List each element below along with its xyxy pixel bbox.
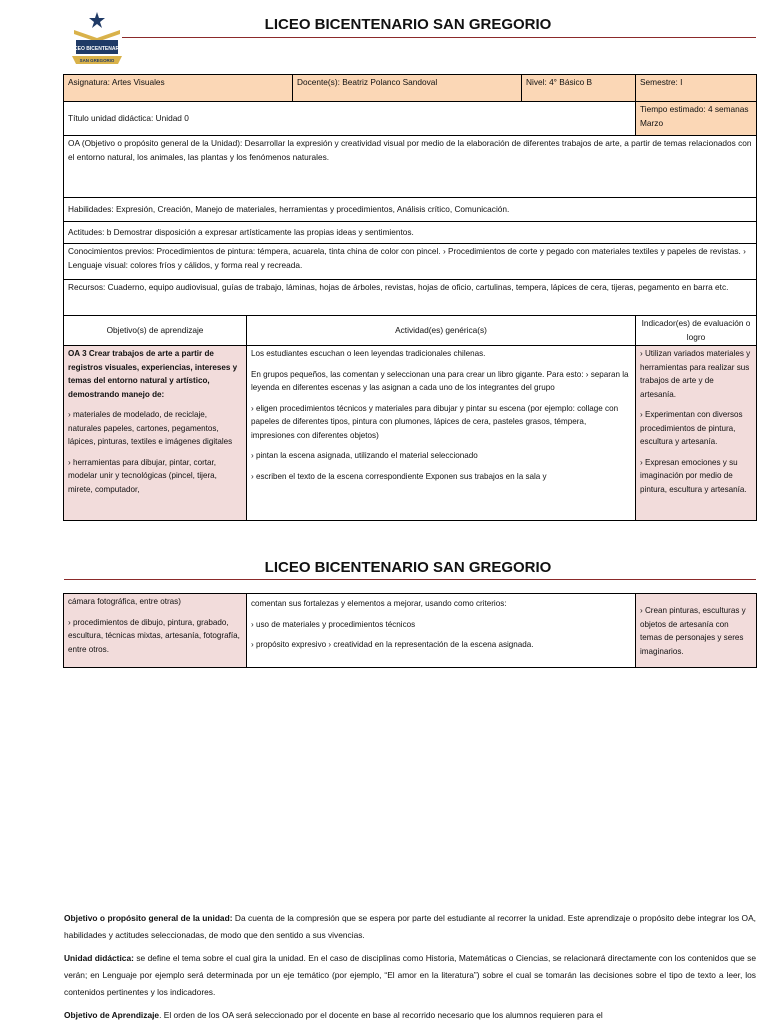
actividad-p2-para: › uso de materiales y procedimientos técnicos — [251, 619, 416, 629]
actividad-cell-p1 — [247, 346, 636, 521]
page1-header — [60, 8, 756, 68]
definition-term: Objetivo o propósito general de la unidad: — [64, 913, 233, 923]
habilidades-cell: Habilidades: Expresión, Creación, Manejo de materiales, herramientas y procedimientos, Análisis crítico, Comunicación. — [64, 198, 757, 222]
conocimientos-cell: Conocimientos previos: Procedimientos de pintura: témpera, acuarela, tinta china de color con pincel. › Procedimientos de corte y pegado con materiales textiles y papeles de revistas. › Lenguaje visual: colores fríos y cálidos, y forma real y recreada. — [64, 244, 757, 280]
objetivo-cell-p1 — [64, 346, 247, 521]
actitudes-cell: Actitudes: b Demostrar disposición a expresar artísticamente las propias ideas y sentimientos. — [64, 222, 757, 244]
objetivo-p2-para: › procedimientos de dibujo, pintura, grabado, escultura, técnicas mixtas, artesanía, fotografía, entre otros. — [68, 617, 240, 654]
header-rule — [122, 37, 756, 38]
actividad-p1-para: › pintan la escena asignada, utilizando el material seleccionado — [251, 451, 478, 460]
definition-unidad-didactica — [64, 950, 756, 1001]
objetivo-p1-para: OA 3 Crear trabajos de arte a partir de registros visuales, experiencias, intereses y temas del entorno natural y artístico, demostrando manejo de: — [68, 349, 238, 399]
header-actividad: Actividad(es) genérica(s) — [247, 316, 636, 346]
definition-term: Unidad didáctica: — [64, 953, 134, 963]
header-indicador: Indicador(es) de evaluación o logro — [636, 316, 757, 346]
planning-table-page2 — [63, 593, 757, 668]
logo-text-bottom: SAN GREGORIO — [79, 58, 115, 63]
indicador-p1-para: › Utilizan variados materiales y herramientas para realizar sus trabajos de arte y de artesanía. — [640, 349, 751, 399]
actividad-p1-para: › escriben el texto de la escena correspondiente Exponen sus trabajos en la sala y — [251, 471, 547, 481]
definition-term: Objetivo de Aprendizaje — [64, 1010, 160, 1020]
logo-text-top: LICEO BICENTENARIO — [69, 46, 125, 52]
page2-header — [60, 550, 756, 586]
indicador-p2-para: › Crean pinturas, esculturas y objetos de artesanía con temas de personajes y seres imaginarios. — [640, 606, 746, 656]
indicador-cell-p1 — [636, 346, 757, 521]
definitions-footer — [64, 910, 756, 1030]
actividad-p2-para: comentan sus fortalezas y elementos a mejorar, usando como criterios: — [251, 599, 507, 608]
definition-text: se define el tema sobre el cual gira la unidad. En el caso de disciplinas como Historia, Matemáticas o Ciencias, se relacionará directamente con los contenidos que se verán; en Lenguaje por ejemplo será determinada por un eje temático (por ejemplo, “El amor en la literatura”) sobre el cual se tomarán las decisiones sobre el tipo de texto a leer, los contenidos pertinentes y los indicadores. — [64, 953, 756, 997]
indicador-p1-para: › Experimentan con diversos procedimientos de pintura, escultura y artesanía. — [640, 410, 743, 446]
definition-text: . El orden de los OA será seleccionado por el docente en base al recorrido necesario que los alumnos requieren para el — [159, 1010, 603, 1020]
school-title: LICEO BICENTENARIO SAN GREGORIO — [264, 16, 552, 33]
recursos-cell: Recursos: Cuaderno, equipo audiovisual, guías de trabajo, láminas, hojas de árboles, revistas, hojas de oficio, cartulinas, tempera, lápices de cera, tijeras, pegamento en barra etc. — [64, 280, 757, 316]
actividad-p1-para: Los estudiantes escuchan o leen leyendas tradicionales chilenas. — [251, 349, 486, 358]
header-rule — [64, 579, 756, 580]
oa-cell: OA (Objetivo o propósito general de la Unidad): Desarrollar la expresión y creatividad visual por medio de la elaboración de diferentes trabajos de arte, a partir de temas relacionados con el entorno natural, los animales, las plantas y los fenómenos naturales. — [64, 136, 757, 198]
indicador-cell-p2 — [636, 594, 757, 668]
header-objetivo: Objetivo(s) de aprendizaje — [64, 316, 247, 346]
nivel-cell: Nivel: 4° Básico B — [522, 75, 636, 102]
objetivo-p1-para: › materiales de modelado, de reciclaje, naturales papeles, cartones, pegamentos, lápices, pinturas, textiles e imágenes digitales — [68, 410, 233, 446]
docente-cell: Docente(s): Beatriz Polanco Sandoval — [293, 75, 522, 102]
objetivo-p2-para: cámara fotográfica, entre otras) — [68, 597, 181, 606]
actividad-p1-para: › eligen procedimientos técnicos y materiales para dibujar y pintar su escena (por ejemplo: collage con papeles de diferentes tipos, pintura con plumones, lápices de cera, pasteles grasos, témpera, impresiones con diferentes objetos) — [251, 403, 619, 440]
indicador-p1-para: › Expresan emociones y su imaginación por medio de pintura, escultura y artesanía. — [640, 457, 747, 494]
objetivo-p1-para: › herramientas para dibujar, pintar, cortar, modelar unir y tecnológicas (pincel, tijera, mirete, computador, — [68, 457, 217, 494]
definition-text: Da cuenta de la compresión que se espera por parte del estudiante al recorrer la unidad. Este aprendizaje o propósito debe integrar los OA, habilidades y actitudes seleccionadas, de modo que den sentido a sus vivencias. — [64, 913, 756, 940]
planning-table-page1 — [63, 74, 757, 521]
objetivo-cell-p2 — [64, 594, 247, 668]
definition-objetivo-general — [64, 910, 756, 944]
actividad-p1-para: En grupos pequeños, las comentan y seleccionan una para crear un libro gigante. Para esto: › separan la leyenda en diferentes escenas y las asignan a cada uno de los integrantes del grupo — [251, 369, 629, 392]
asignatura-cell: Asignatura: Artes Visuales — [64, 75, 293, 102]
titulo-cell: Título unidad didáctica: Unidad 0 — [64, 102, 636, 136]
actividad-p2-para: › propósito expresivo › creatividad en la representación de la escena asignada. — [251, 640, 534, 649]
semestre-cell: Semestre: I — [636, 75, 757, 102]
definition-objetivo-aprendizaje — [64, 1007, 756, 1024]
tiempo-cell: Tiempo estimado: 4 semanas Marzo — [636, 102, 757, 136]
school-title: LICEO BICENTENARIO SAN GREGORIO — [264, 559, 552, 576]
actividad-cell-p2 — [247, 594, 636, 668]
